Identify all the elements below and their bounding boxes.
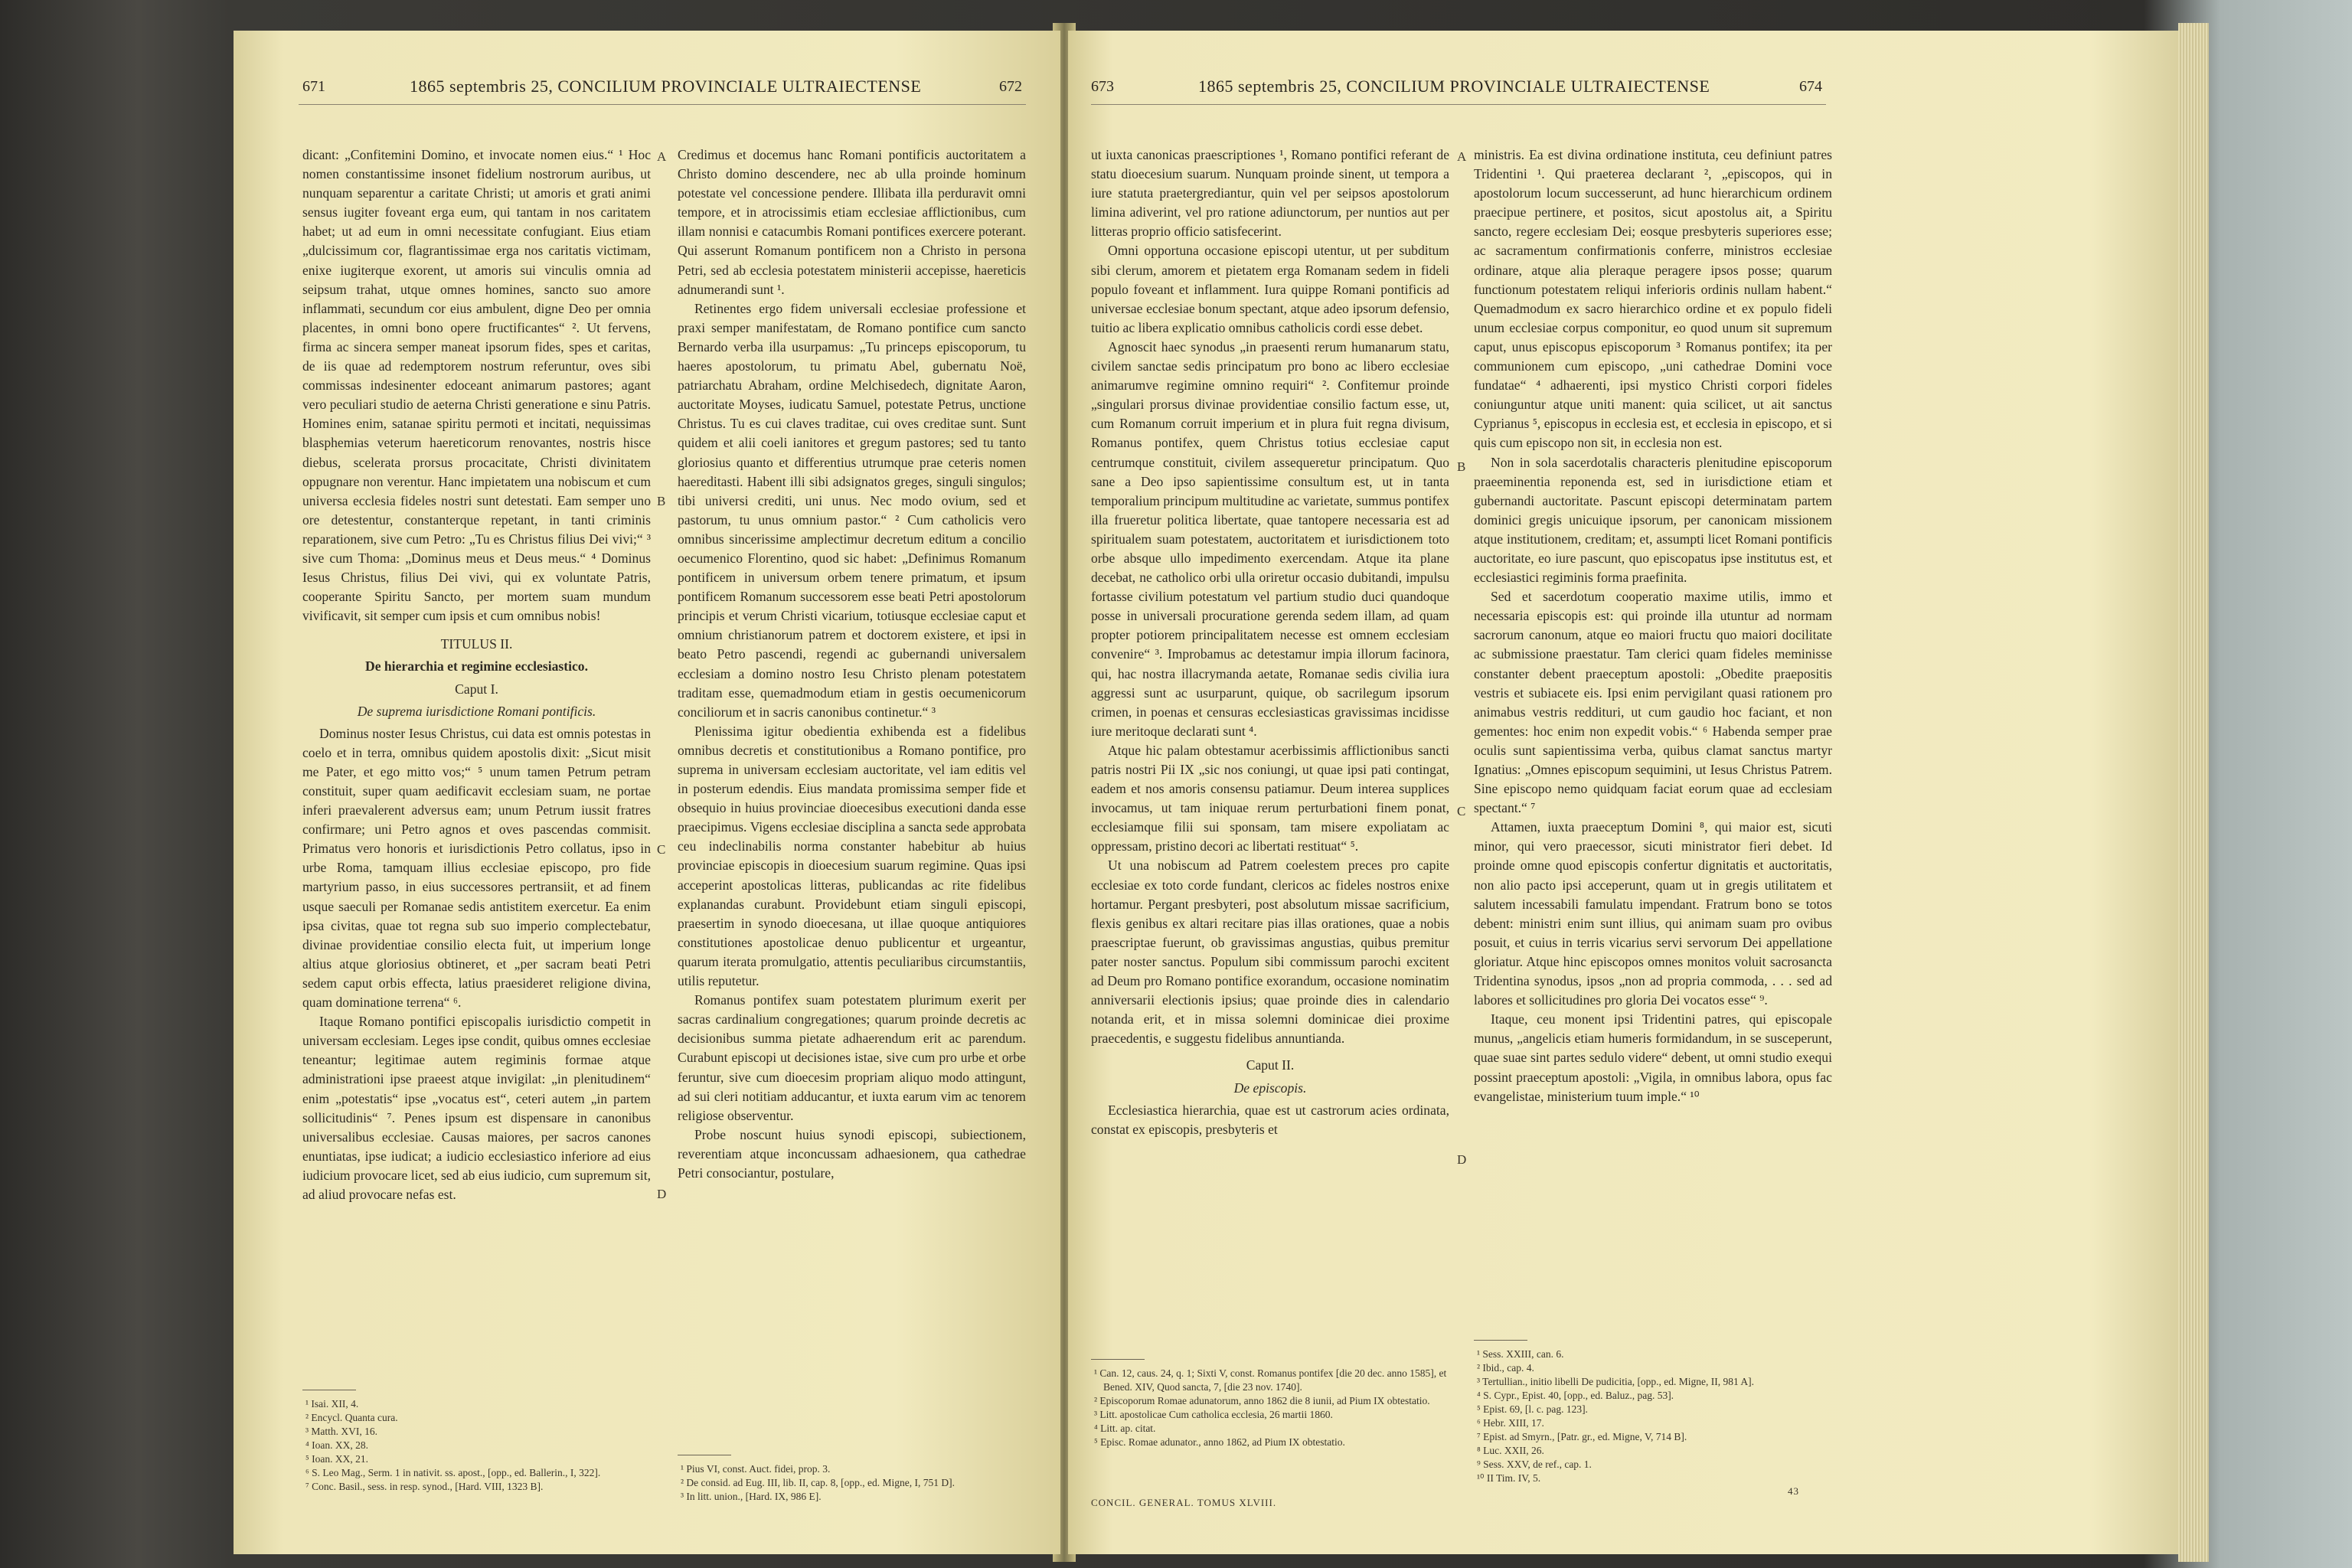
- footnote-rule: [1474, 1340, 1527, 1341]
- footnote: ² De consid. ad Eug. III, lib. II, cap. 8, [opp., ed. Migne, I, 751 D].: [681, 1477, 955, 1488]
- footnote: ¹⁰ II Tim. IV, 5.: [1477, 1472, 1541, 1484]
- footnote: ⁸ Luc. XXII, 26.: [1477, 1445, 1544, 1456]
- margin-marker: C: [657, 842, 666, 857]
- footnote: ⁴ S. Cypr., Epist. 40, [opp., ed. Baluz., pag. 53].: [1477, 1390, 1674, 1401]
- footnotes-right-b: [1474, 1348, 1832, 1485]
- footnote: ⁶ Hebr. XIII, 17.: [1477, 1417, 1544, 1429]
- paragraph: Retinentes ergo fidem universali ecclesiae professione et praxi semper manifestatam, de Romano pontifice cum sancto Bernardo verba illa usurpamus: „Tu princeps episcoporum, tu haeres apostolorum, tu primatu Abel, gubernatu Noë, patriarchatu Abraham, ordine Melchisedech, dignitate Aaron, auctoritate Moyses, iudicatu Samuel, potestate Petrus, unctione Christus. Tu es cui claves traditae, cui oves creditae sunt. Sunt quidem et alii coeli ianitores et gregum pastores; sed tu tanto gloriosius quanto et differentius utrumque prae ceteris nomen haereditasti. Habent illi sibi adsignatos greges, singuli singulos; tibi universi crediti, uni unus. Nec modo ovium, sed et pastorum, tu unus omnium pastor.“ ² Cum catholicis vero omnibus sincerissime amplectimur decretum editum a concilio oecumenico Florentino, quod sic habet: „Definimus Romanum pontificem in universum orbem tenere primatum, et ipsum pontificem Romanum successorem esse beati Petri apostolorum principis et verum Christi vicarium, totiusque ecclesiae caput et omnium christianorum patrem et doctorem existere, et ipsi in beato Petro pascendi, regendi ac gubernandi universalem ecclesiam a domino nostro Iesu Christo plenam potestatem traditam esse, quemadmodum etiam in gestis oecumenicorum conciliorum et in sacris canonibus continetur.“ ³: [678, 300, 1026, 720]
- paragraph: Plenissima igitur obedientia exhibenda est a fidelibus omnibus decretis et constitutionibus a Romano pontifice, pro suprema in universam ecclesiam auctoritate, vel iam editis vel in posterum edendis. Eius mandata promissima semper fide et obsequio in huius provinciae dioecesibus executioni danda esse praecipimus. Vigens ecclesiae disciplina a sancta sede approbata ceu indeclinabilis norma constanter habebitur ab huius provinciae episcopis in dioecesium suarum regimine. Quas ipsi acceperint apostolicas litteras, publicandas ac rite fidelibus explanandas curabunt. Providebunt etiam singuli episcopi, praesertim in synodo dioecesana, ut illae quoque antiquiores constitutiones apostolicae denuo publicentur et urgeantur, quarum iterata promulgatio, attentis peculiaribus circumstantiis, utilis reputetur.: [678, 723, 1026, 989]
- titulus-subheading: De hierarchia et regimine ecclesiastico.: [364, 658, 588, 675]
- footnotes-left-a: [302, 1397, 651, 1494]
- footnote: ⁶ S. Leo Mag., Serm. 1 in nativit. ss. apost., [opp., ed. Ballerin., I, 322].: [305, 1467, 601, 1478]
- titulus-heading: TITULUS II.: [440, 636, 513, 652]
- paragraph: Dominus noster Iesus Christus, cui data est omnis potestas in coelo et in terra, omnibus quidem apostolis dixit: „Sicut misit me Pater, et ego mitto vos;“ ⁵ unum tamen Petrum petram constituit, super quam aedificavit ecclesiam suam, ne portae inferi praevalerent adversus eam; unum Petrum iussit fratres confirmare; uni Petro agnos et oves pascendas commisit. Primatus vero honoris et iurisdictionis Petro collatus, ipso in urbe Roma, tamquam illius ecclesiae episcopo, pro fide martyrium passo, in eius successores pertransiit, et ad finem usque saeculi per Romanae sedis antistitem exercetur. Ea enim ipsa civitas, quae tot regna sub suo imperio complectebatur, divinae providentiae consilio electa fuit, ut imperium longe altius atque gloriosius obtineret, et „per sacram beati Petri sedem caput orbis effecta, latius praesideret religione divina, quam dominatione terrena“ ⁶.: [302, 725, 651, 1011]
- paragraph: dicant: „Confitemini Domino, et invocate nomen eius.“ ¹ Hoc nomen constantissime insonet fidelium nostrorum auribus, ut nunquam separentur a caritate Christi; ut amoris et grati animi sensus iugiter foveant erga eum, qui tantam in nos caritatem habet; ut ad eum in omni necessitate confugiant. Eius etiam „dulcissimum cor, flagrantissimae erga nos caritatis victimam, enixe iugiterque exorent, ut amoris sui vinculis omnia ad seipsum trahat, utque omnes homines, sancto suo amore inflammati, secundum cor eius ambulent, digne Deo per omnia placentes, in omni bono opere fructificantes“ ². Ut fervens, firma ac sincera semper maneat ipsorum fides, spes et caritas, de iis quae ad redemptorem nostrum referuntur, oves sibi commissas indesinenter edoceant animarum pastores; agant vero peculiari studio de aeterna Christi generatione e sinu Patris. Homines enim, satanae spiritu permoti et incitati, nequissimas blasphemias veterum haereticorum renovantes, nostris hisce diebus, scelerata prorsus procacitate, Christi divinitatem oppugnare non verentur. Hanc impietatem una nobiscum et cum universa ecclesia fideles nostri sunt detestati. Eam semper uno ore detestentur, constanterque repetant, in tanti criminis reparationem, sive cum Petro: „Tu es Christus filius Dei vivi;“ ³ sive cum Thoma: „Dominus meus et Deus meus.“ ⁴ Dominus Iesus Christus, filius Dei vivi, qui ex voluntate Patris, cooperante Spiritu Sancto, per mortem suam mundum vivificavit, sit semper cum ipsis et cum omnibus nobis!: [302, 147, 651, 624]
- caput-subheading: De episcopis.: [1233, 1080, 1307, 1096]
- footnote: ³ Matth. XVI, 16.: [305, 1426, 378, 1437]
- footnotes-right-a: [1091, 1367, 1449, 1449]
- footnote: ³ Tertullian., initio libelli De pudicitia, [opp., ed. Migne, II, 981 A].: [1477, 1376, 1755, 1387]
- paragraph: Non in sola sacerdotalis characteris plenitudine episcoporum praeeminentia reponenda est, sed in iurisdictione etiam et gubernandi auctoritate. Pascunt episcopi determinatam partem dominici gregis unicuique ipsorum, per canonicam missionem atque institutionem, creditam; et, assumpti licet Romani pontificis auctoritate, eo iure pascunt, quo episcopatus ipse institutus est, et ecclesiastici regiminis forma praefinita.: [1474, 454, 1832, 586]
- right-column-a: [1091, 145, 1449, 1340]
- footnote: ⁵ Epist. 69, [l. c. pag. 123].: [1477, 1403, 1588, 1415]
- footnote: ² Encycl. Quanta cura.: [305, 1412, 398, 1423]
- running-header-right: 1865 septembris 25, CONCILIUM PROVINCIALE ULTRAIECTENSE: [1198, 77, 1710, 96]
- paragraph: Itaque, ceu monent ipsi Tridentini patres, qui episcopale munus, „angelicis etiam humeris formidandum, in se susceperunt, quae suae sint partes sedulo videre“ debent, ut omni studio exequi possint praeceptum apostoli: „Vigila, in omnibus labora, opus fac evangelistae, ministerium tuum imple.“ ¹⁰: [1474, 1011, 1832, 1104]
- paragraph: Omni opportuna occasione episcopi utentur, ut per subditum sibi clerum, amorem et pietatem erga Romanam sedem in fideli populo foveant et inflamment. Iura quippe Romani pontificis ad universae ecclesiae bonum spectant, atque adeo ipsorum defensio, tuitio ac libera explicatio omnibus catholicis cordi esse debet.: [1091, 243, 1449, 335]
- margin-marker: C: [1457, 804, 1466, 818]
- paragraph: Ut una nobiscum ad Patrem coelestem preces pro capite ecclesiae ex toto corde fundant, clericos ac fideles nostros enixe hortamur. Pergant presbyteri, post absolutum missae sacrificium, flexis genibus ex altari recitare pias illas orationes, quae a nobis praescriptae fuerunt, ob gravissimas angustias, quibus premitur pater noster sanctus. Populum sibi commissum parochi excitent ad Deum pro Romano pontifice exorandum, occasione nominatim anniversarii electionis ipsius; quae proinde dies in calendario notanda erit, et in missa solemni dominicae diei proxime praecedentis, e suggestu fidelibus annuntianda.: [1091, 858, 1449, 1047]
- footnotes-left-b: [678, 1462, 1026, 1504]
- footnote: ¹ Isai. XII, 4.: [305, 1398, 359, 1410]
- header-rule: [299, 104, 1026, 105]
- footnote: ⁹ Sess. XXV, de ref., cap. 1.: [1477, 1459, 1592, 1470]
- right-column-b: [1474, 145, 1832, 1328]
- running-header-left: 1865 septembris 25, CONCILIUM PROVINCIALE ULTRAIECTENSE: [410, 77, 922, 96]
- footnote: ² Episcoporum Romae adunatorum, anno 1862 die 8 iunii, ad Pium IX obtestatio.: [1094, 1395, 1430, 1406]
- footnote: ⁴ Litt. ap. citat.: [1094, 1423, 1156, 1434]
- margin-marker: B: [657, 494, 666, 508]
- footnote: ⁵ Ioan. XX, 21.: [305, 1453, 368, 1465]
- footnote: ³ In litt. union., [Hard. IX, 986 E].: [681, 1491, 822, 1502]
- paragraph: ut iuxta canonicas praescriptiones ¹, Romano pontifici referant de statu dioecesium suarum. Nunquam proinde sinent, ut tempora a iure statuta praetergrediantur, quin vel per seipsos apostolorum limina adiverint, vel pro ratione adiunctorum, per nuntios aut per litteras proprio officio satisfecerint.: [1091, 147, 1449, 240]
- footnote-rule: [1091, 1359, 1145, 1360]
- margin-marker: B: [1457, 459, 1466, 474]
- paragraph: Ecclesiastica hierarchia, quae est ut castrorum acies ordinata, constat ex episcopis, presbyteris et: [1091, 1102, 1449, 1137]
- paragraph: Sed et sacerdotum cooperatio maxime utilis, immo et necessaria episcopis est: qui proinde illa utuntur ad normam sacrorum canonum, atque eo maiori fructu quo maiori docilitate ac submissione praestatur. Tam clerici quam fideles meminisse constanter debent praeceptum apostoli: „Obedite praepositis vestris et subiacete eis. Ipsi enim pervigilant quasi rationem pro animabus vestris reddituri, ut cum gaudio hoc faciant, et non gementes: hoc enim non expedit vobis.“ ⁶ Habenda semper prae oculis sunt sapientissima verba, quibus clamat sanctus martyr Ignatius: „Omnes episcopum sequimini, ut Iesus Christus Patrem. Sine episcopo nemo quidquam faciat eorum quae ad ecclesiam spectant.“ ⁷: [1474, 589, 1832, 816]
- footnote: ¹ Pius VI, const. Auct. fidei, prop. 3.: [681, 1463, 831, 1475]
- paragraph: Itaque Romano pontifici episcopalis iurisdictio competit in universam ecclesiam. Leges ipse condit, quibus omnes ecclesiae teneantur; legitimae autem regiminis formae atque administrationi ipse praeest atque invigilat: „in plenitudinem“ enim „potestatis“ ipse „vocatus est“, ceteri autem „in partem sollicitudinis“ ⁷. Penes ipsum est dispensare in canonibus universalibus ecclesiae. Causas maiores, per sacros canones enuntiatas, ipse iudicat; a iudicio ecclesiastico inferiore ad eius iudicium provocare licet, sed ab eius iudicio, cum supremum sit, ad aliud provocare nefas est.: [302, 1014, 651, 1202]
- caput-heading: Caput I.: [455, 681, 498, 697]
- left-column-b: [678, 145, 1026, 1286]
- footnote: ⁷ Conc. Basil., sess. in resp. synod., [Hard. VIII, 1323 B].: [305, 1481, 544, 1492]
- footnote: ¹ Can. 12, caus. 24, q. 1; Sixti V, const. Romanus pontifex [die 20 dec. anno 1585], et Bened. XIV, Quod sancta, 7, [die 23 nov. 1740].: [1094, 1367, 1447, 1393]
- page-number-671: 671: [302, 78, 325, 95]
- margin-marker: D: [1457, 1152, 1467, 1167]
- footnote: ³ Litt. apostolicae Cum catholica ecclesia, 26 martii 1860.: [1094, 1409, 1333, 1420]
- footnote: ² Ibid., cap. 4.: [1477, 1362, 1534, 1374]
- footnote: ⁷ Epist. ad Smyrn., [Patr. gr., ed. Migne, V, 714 B].: [1477, 1431, 1687, 1442]
- footnote: ⁴ Ioan. XX, 28.: [305, 1439, 368, 1451]
- paragraph: Atque hic palam obtestamur acerbissimis afflictionibus sancti patris nostri Pii IX „sic nos coniungi, ut quae ipsi pati contingat, eadem et nos amoris consensu patiamur. Deum interea supplices invocamus, ut tam iniquae rerum perturbationi finem ponat, ecclesiamque filii sui sponsam, tam misere expoliatam ac oppressam, pristino decori ac libertati restituat“ ⁵.: [1091, 742, 1449, 854]
- margin-marker: A: [1457, 149, 1467, 164]
- signature-mark: CONCIL. GENERAL. TOMUS XLVIII.: [1091, 1497, 1277, 1508]
- footnote: ¹ Sess. XXIII, can. 6.: [1477, 1348, 1564, 1360]
- page-number-673: 673: [1091, 78, 1114, 95]
- page-number-674: 674: [1799, 78, 1822, 95]
- page-edges: [2178, 23, 2209, 1562]
- page-number-672: 672: [999, 78, 1022, 95]
- left-page: [234, 31, 1060, 1554]
- footnote: ⁵ Episc. Romae adunator., anno 1862, ad Pium IX obtestatio.: [1094, 1436, 1345, 1448]
- paragraph: Romanus pontifex suam potestatem plurimum exerit per sacras cardinalium congregationes; quarum proinde decretis ac decisionibus summa pietate adhaerendum erit ac parendum. Curabunt episcopi ut decisiones istae, sive cum pro urbe et orbe feruntur, sive cum dioecesim propriam aliquo modo attingunt, ad sui cleri notitiam adducantur, et iuxta earum vim ac tenorem religiose observentur.: [678, 992, 1026, 1123]
- left-column-a: [302, 145, 651, 1202]
- caput-subheading: De suprema iurisdictione Romani pontificis.: [357, 703, 596, 719]
- right-page: [1068, 31, 2178, 1554]
- margin-marker: A: [657, 149, 667, 164]
- paragraph: Attamen, iuxta praeceptum Domini ⁸, qui maior est, sicuti minor, qui vero praecessor, sicuti ministrator fieri debet. Id proinde omne quod episcopis confertur dignitatis et auctoritatis, non alio pacto ipsi acceperunt, quam ut in gregis utilitatem et salutem incessabili famulatu impendant. Fratrum bono se totos debent: ministri enim sunt illius, qui animam suam pro ovibus posuit, et cuius in terris vicarius servi servorum Dei appellatione gloriatur. Atque hinc episcopos omnes monitos voluit sacrosancta Tridentina synodus, ipsos „non ad propria commoda, . . . sed ad labores et sollicitudines pro gloria Dei vocatos esse“ ⁹.: [1474, 819, 1832, 1008]
- paragraph: Probe noscunt huius synodi episcopi, subiectionem, reverentiam atque inconcussam adhaesionem, qua cathedrae Petri consociantur, postulare,: [678, 1126, 1026, 1181]
- sheet-number: 43: [1788, 1485, 1799, 1497]
- paragraph: Agnoscit haec synodus „in praesenti rerum humanarum statu, civilem sanctae sedis principatum pro bono ac libero ecclesiae animarumve regimine omnino requiri“ ². Confitemur proinde „singulari prorsus divinae providentiae consilio factum esse, ut, cum Romanum corruit imperium et in plura fuit regna divisum, Romanus pontifex, quem Christus totius ecclesiae caput centrumque constituit, civilem assequeretur principatum. Quo sane a Deo ipso sapientissime consultum est, ut in tanta temporalium principum multitudine ac varietate, summus pontifex illa frueretur politica libertate, quae tantopere necessaria est ad spiritualem suam potestatem, auctoritatem et iurisdictionem toto orbe absque ullo impedimento exercendam. Atque ita plane decebat, ne catholico orbi ulla oriretur occasio dubitandi, impulsu fortasse civilium potestatum vel partium studio duci quandoque posse in universali procuratione gerenda sedem illam, ad quam propter potiorem principalitatem necesse est omnem ecclesiam convenire“ ³. Improbamus ac detestamur impia illorum facinora, qui, hac nostra illacrymanda aetate, Romanae sedis civilia iura aggressi sunt ac usurparunt, quique, ob sacrilegum ipsorum crimen, in poenas et censuras ecclesiasticas gravissimas incidisse iure meritoque declarati sunt ⁴.: [1091, 338, 1449, 739]
- margin-marker: D: [657, 1187, 667, 1201]
- caput-heading: Caput II.: [1246, 1057, 1295, 1073]
- paragraph: Credimus et docemus hanc Romani pontificis auctoritatem a Christo domino descendere, nec ab ulla proinde hominum potestate vel concessione pendere. Illibata illa perduravit omni tempore, et in atrocissimis etiam ecclesiae afflictionibus, cum illam nonnisi e catacumbis Romani pontifices exercere poterant. Qui asserunt Romanum pontificem non a Christo in persona Petri, sed ab ecclesia potestatem ministerii accepisse, haereticis adnumerandi sunt ¹.: [678, 147, 1026, 297]
- header-rule: [1091, 104, 1826, 105]
- paragraph: ministris. Ea est divina ordinatione instituta, ceu definiunt patres Tridentini ¹. Qui praeterea declarant ², „episcopos, qui in apostolorum locum successerunt, ad hunc hierarchicum ordinem praecipue pertinere, et positos, sicut apostolus ait, a Spiritu sancto, regere ecclesiam Dei; eosque presbyteris superiores esse; ac sacramentum confirmationis conferre, ministros ecclesiae ordinare, atque alia pleraque peragere ipsos posse; quarum functionum potestatem reliqui inferioris ordinis nullam habent.“ Quemadmodum ex sacro hierarchico ordine et ex populo fideli unum ecclesiae corpus componitur, eo quod unum sit supremum caput, unus episcopus episcoporum ³ Romanus pontifex; ita per communionem cum episcopo, „uni cathedrae Domini voce fundatae“ ⁴ adhaerenti, ipsi mystico Christi corpori fideles coniunguntur atque uniti manent: quia scilicet, ut ait sanctus Cyprianus ⁵, episcopus in ecclesia est, et ecclesia in episcopo, et si quis cum episcopo non sit, in ecclesia non est.: [1474, 147, 1832, 451]
